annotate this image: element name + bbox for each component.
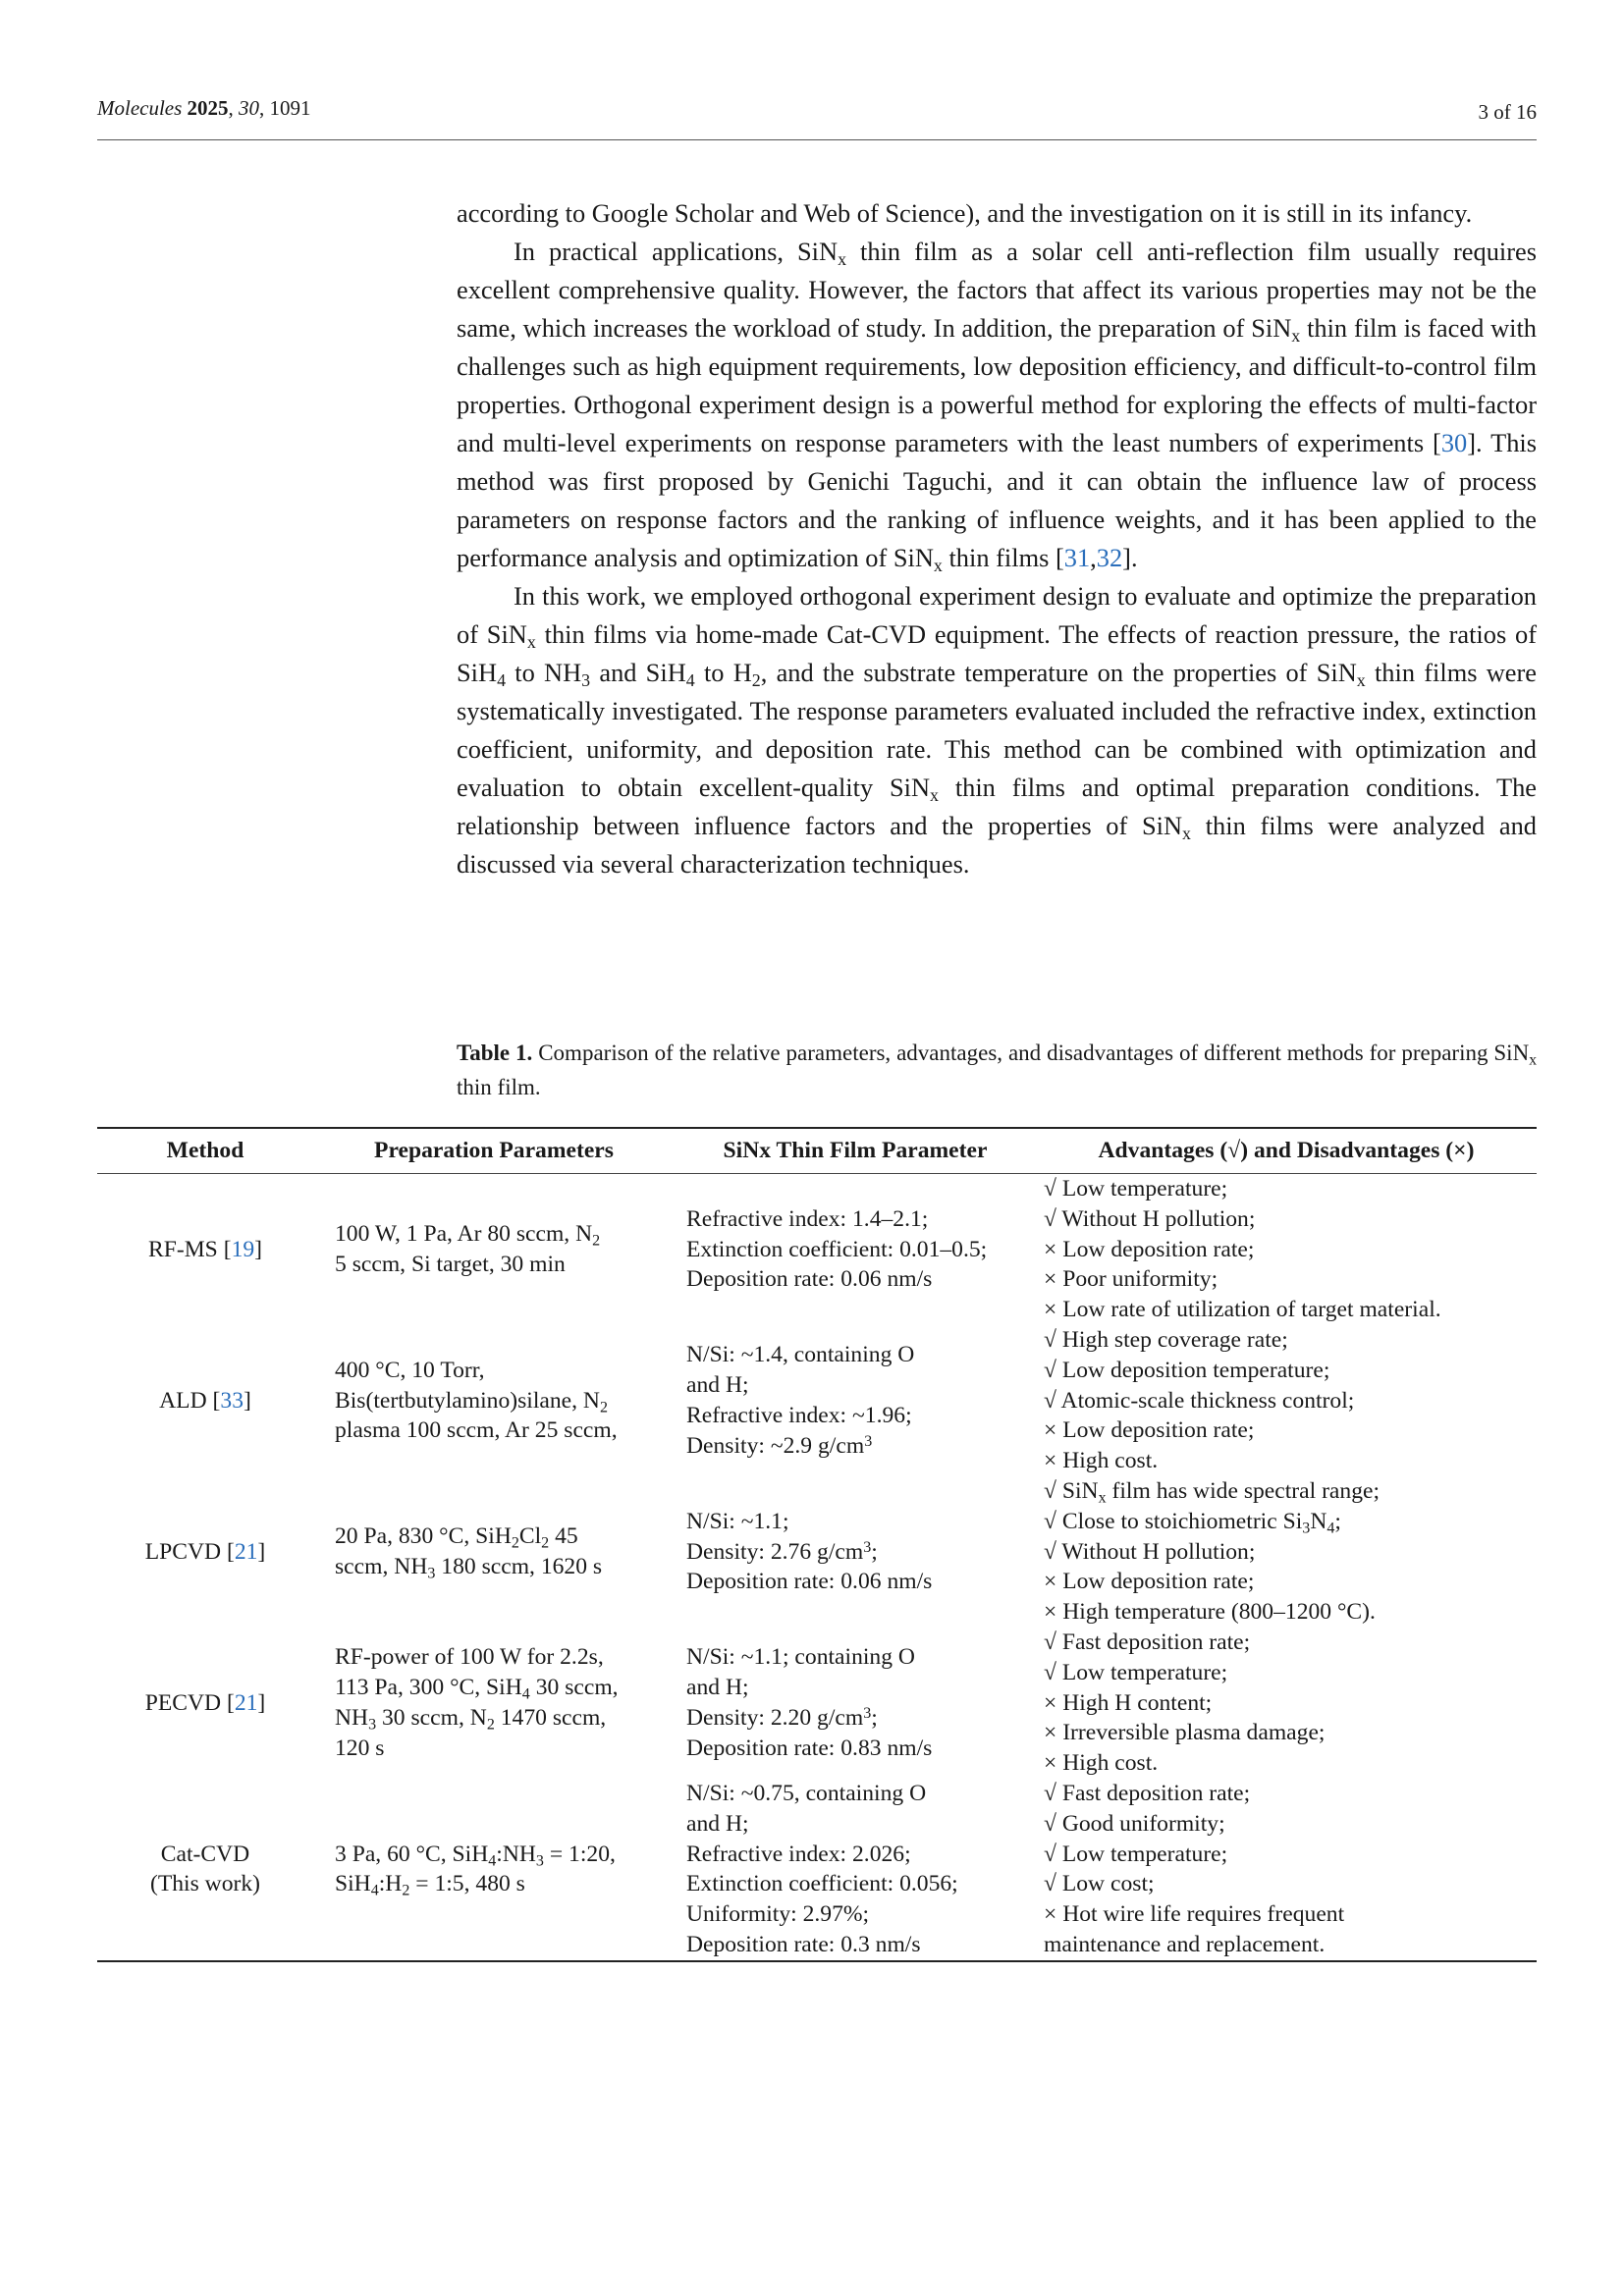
body-text — [457, 194, 1537, 883]
advantages-cell: √ Fast deposition rate; √ Good uniformity; √ Low temperature; √ Low cost; × Hot wire life requires frequent maintenance and replacement. — [1044, 1780, 1345, 1957]
paragraph-applications: In practical applications, SiN$_x$ thin film as a solar cell anti-reflection film usually requires excellent comprehensive quality. However, the factors that affect its various properties may not be the same, which increases the workload of study. In addition, the preparation of SiN$_x$ thin film is faced with challenges such as high equipment requirements, low deposition efficiency, and difficult-to-control film properties. Orthogonal experiment design is a powerful method for exploring the effects of multi-factor and multi-level experiments on response parameters with the least numbers of experiments [30]. This method was first proposed by Genichi Taguchi, and it can obtain the influence law of process parameters on response factors and the ranking of influence weights, and it has been applied to the performance analysis and optimization of SiN$_x$ thin films [31,32]. — [457, 237, 1538, 576]
page-header — [97, 94, 1537, 140]
header-method: Method — [166, 1137, 244, 1163]
method-cell: ALD [33] — [159, 1387, 251, 1414]
header-preparation-parameters: Preparation Parameters — [374, 1137, 614, 1163]
advantages-cell: √ Fast deposition rate; √ Low temperature; × High H content; × Irreversible plasma damage; × High cost. — [1044, 1629, 1326, 1777]
header-advantages: Advantages (√) and Disadvantages (×) — [1098, 1137, 1475, 1163]
citation-link[interactable]: 19 — [231, 1236, 255, 1262]
citation-link[interactable]: 21 — [234, 1538, 258, 1565]
preparation-cell: RF-power of 100 W for 2.2s, 113 Pa, 300 °C, SiH$_4$ 30 sccm, $NH_3$ 30 sccm, $N_2$ 1470 sccm, 120 s — [335, 1644, 619, 1761]
page-number: 3 of 16 — [1478, 100, 1537, 124]
preparation-cell: 3 Pa, 60 °C, $SiH_4:NH_3$ = 1:20, $SiH_4:H_2$ = 1:5, 480 s — [335, 1841, 616, 1899]
citation-link[interactable]: 32 — [1096, 543, 1123, 572]
citation-link[interactable]: 30 — [1440, 428, 1468, 457]
preparation-cell: 20 Pa, 830 °C, $SiH_2Cl_2$ 45 sccm, $NH_3$ 180 sccm, 1620 s — [335, 1523, 603, 1582]
preparation-cell: 100 W, 1 Pa, Ar 80 sccm, $N_2$ 5 sccm, Si target, 30 min — [335, 1221, 601, 1277]
paragraph-continuation: according to Google Scholar and Web of Science), and the investigation on it is still in its infancy. — [457, 198, 1473, 228]
film-parameter-cell: N/Si: ~1.1; Density: 2.76 $g/cm^3$; Deposition rate: 0.06 nm/s — [686, 1508, 933, 1595]
journal-citation: Molecules 2025, 30, 1091 — [97, 96, 311, 120]
advantages-cell: √ SiN$_x$ film has wide spectral range; √ Close to stoichiometric $Si_3N_4$; √ Without H pollution; × Low deposition rate; × High temperature (800–1200 °C). — [1044, 1477, 1380, 1626]
film-parameter-cell: N/Si: ~1.4, containing O and H; Refractive index: ~1.96; Density: ~2.9 $g/cm^3$ — [686, 1342, 915, 1459]
film-parameter-cell: N/Si: ~1.1; containing O and H; Density: 2.20 $g/cm^3$; Deposition rate: 0.83 nm/s — [686, 1644, 933, 1761]
table-row — [97, 1325, 1537, 1476]
advantages-cell: √ Low temperature; √ Without H pollution; × Low deposition rate; × Poor uniformity; × Low rate of utilization of target material. — [1044, 1176, 1441, 1323]
method-cell: RF-MS [19] — [147, 1236, 263, 1262]
citation-link[interactable]: 31 — [1063, 543, 1091, 572]
table-caption: Table 1. Comparison of the relative parameters, advantages, and disadvantages of different methods for preparing SiN$_x$ thin film. — [457, 1041, 1537, 1099]
header-film-parameter: SiNx Thin Film Parameter — [723, 1137, 988, 1163]
table-row — [97, 1476, 1537, 1628]
table-row — [97, 1174, 1537, 1325]
table-row — [97, 1779, 1537, 1961]
table-row — [97, 1628, 1537, 1779]
table-header-row — [97, 1128, 1537, 1174]
film-parameter-cell: Refractive index: 1.4–2.1; Extinction coefficient: 0.01–0.5; Deposition rate: 0.06 nm/s — [686, 1205, 988, 1293]
method-cell: LPCVD [21] — [144, 1538, 266, 1565]
advantages-cell: √ High step coverage rate; √ Low deposition temperature; √ Atomic-scale thickness control; × Low deposition rate; × High cost. — [1044, 1326, 1355, 1474]
comparison-table — [97, 1127, 1537, 1962]
film-parameter-cell: N/Si: ~0.75, containing O and H; Refractive index: 2.026; Extinction coefficient: 0.056; Uniformity: 2.97%; Deposition rate: 0.3 nm/s — [686, 1780, 958, 1957]
citation-link[interactable]: 21 — [234, 1689, 258, 1716]
method-cell: Cat-CVD (This work) — [149, 1841, 261, 1897]
cross-icon: × — [1453, 1137, 1467, 1163]
preparation-cell: 400 °C, 10 Torr, Bis(tertbutylamino)silane, $N_2$ plasma 100 sccm, Ar 25 sccm, — [335, 1357, 618, 1444]
check-icon: √ — [1227, 1137, 1241, 1163]
method-cell: PECVD [21] — [144, 1689, 266, 1716]
citation-link[interactable]: 33 — [220, 1387, 244, 1414]
paragraph-this-work: In this work, we employed orthogonal experiment design to evaluate and optimize the preparation of SiN$_x$ thin films via home-made Cat-CVD equipment. The effects of reaction pressure, the ratios of SiH$_4$ to $NH_3$ and SiH$_4$ to $H_2$, and the substrate temperature on the properties of SiN$_x$ thin films were systematically investigated. The response parameters evaluated included the refractive index, extinction coefficient, uniformity, and deposition rate. This method can be combined with optimization and evaluation to obtain excellent-quality SiN$_x$ thin films and optimal preparation conditions. The relationship between influence factors and the properties of SiN$_x$ thin films were analyzed and discussed via several characterization techniques. — [457, 581, 1537, 879]
